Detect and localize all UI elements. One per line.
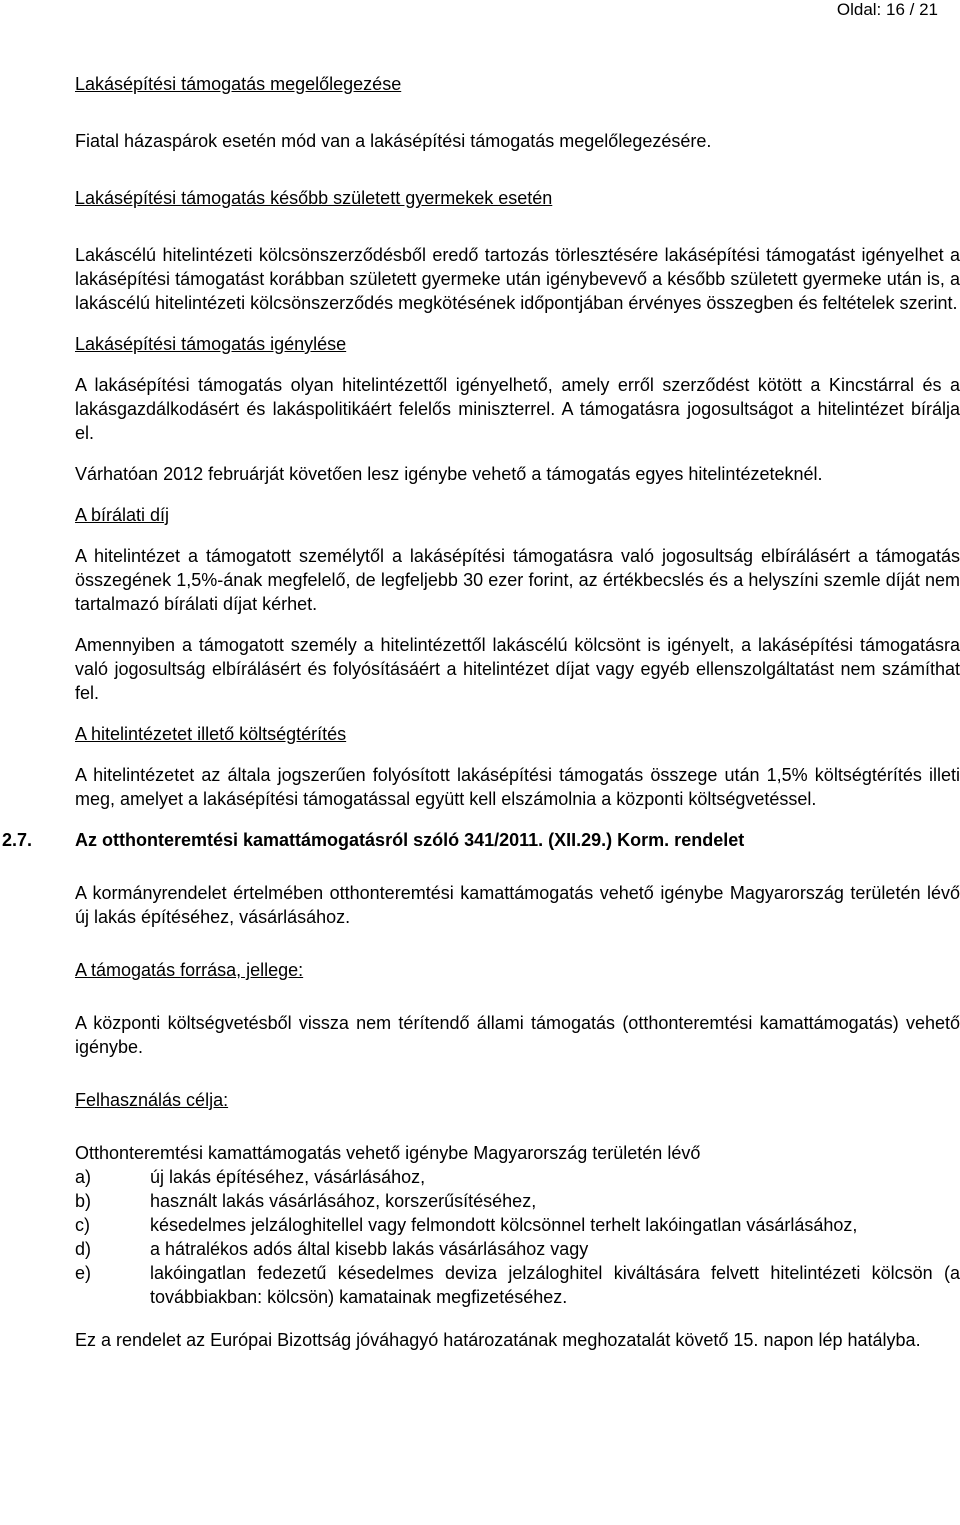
list-letter: a) bbox=[75, 1167, 92, 1187]
page-number: Oldal: 16 / 21 bbox=[836, 0, 938, 19]
section-heading: A hitelintézetet illető költségtérítés bbox=[75, 724, 347, 744]
paragraph: A kormányrendelet értelmében otthonteremtési kamattámogatás vehető igénybe Magyarország területén lévő új lakás építéséhez, vásárlásához. bbox=[75, 883, 960, 927]
chapter-title: Az otthonteremtési kamattámogatásról szóló 341/2011. (XII.29.) Korm. rendelet bbox=[75, 830, 745, 850]
subheading: A támogatás forrása, jellege: bbox=[75, 960, 304, 980]
paragraph: A lakásépítési támogatás olyan hitelintézettől igényelhető, amely erről szerződést kötött a Kincstárral és a lakásgazdálkodásért és lakáspolitikáért felelős miniszterrel. A támogatásra jogosultságot a hitelintézet bírálja el. bbox=[75, 375, 960, 443]
section-heading: A bírálati díj bbox=[75, 505, 170, 525]
list-item bbox=[75, 1261, 960, 1309]
section-heading: Lakásépítési támogatás később született gyermekek esetén bbox=[75, 188, 553, 208]
list-text: új lakás építéséhez, vásárlásához, bbox=[150, 1167, 426, 1187]
paragraph: Fiatal házaspárok esetén mód van a lakásépítési támogatás megelőlegezésére. bbox=[75, 131, 712, 151]
paragraph: Várhatóan 2012 februárját követően lesz igénybe vehető a támogatás egyes hitelintézeteknél. bbox=[75, 464, 823, 484]
paragraph: Lakáscélú hitelintézeti kölcsönszerződésből eredő tartozás törlesztésére lakásépítési támogatást igényelhet a lakásépítési támogatást korábban született gyermeke után igénybevevő a később született gyermeke után is, a lakáscélú hitelintézeti kölcsönszerződés megkötésének időpontjában érvényes összegben és feltételek szerint. bbox=[75, 245, 960, 313]
paragraph: Amennyiben a támogatott személy a hitelintézettől lakáscélú kölcsönt is igényelt, a lakásépítési támogatásra való jogosultság elbírálásért és folyósításáért a hitelintézet díjat vagy egyéb ellenszolgáltatást nem számíthat fel. bbox=[75, 635, 960, 703]
subheading: Felhasználás célja: bbox=[75, 1090, 229, 1110]
paragraph: A hitelintézetet az általa jogszerűen folyósított lakásépítési támogatás összege után 1,5% költségtérítés illeti meg, amelyet a lakásépítési támogatással együtt kell elszámolnia a központi költségvetéssel. bbox=[75, 765, 960, 809]
list-item bbox=[75, 1189, 960, 1213]
list-letter: b) bbox=[75, 1191, 92, 1211]
list-item bbox=[75, 1165, 960, 1189]
list-text: késedelmes jelzáloghitellel vagy felmondott kölcsönnel terhelt lakóingatlan vásárlásához, bbox=[150, 1215, 858, 1235]
paragraph: A hitelintézet a támogatott személytől a lakásépítési támogatásra való jogosultság elbírálásért a támogatás összegének 1,5%-ának megfelelő, de legfeljebb 30 ezer forint, az értékbecslés és a helyszíni szemle díját nem tartalmazó bírálati díjat kérhet. bbox=[75, 546, 960, 614]
chapter-number: 2.7. bbox=[2, 830, 33, 850]
section-heading: Lakásépítési támogatás igénylése bbox=[75, 334, 347, 354]
paragraph: A központi költségvetésből vissza nem térítendő állami támogatás (otthonteremtési kamattámogatás) vehető igénybe. bbox=[75, 1013, 960, 1057]
section-heading: Lakásépítési támogatás megelőlegezése bbox=[75, 74, 402, 94]
list-text: használt lakás vásárlásához, korszerűsítéséhez, bbox=[150, 1191, 537, 1211]
list-letter: e) bbox=[75, 1263, 92, 1283]
purpose-list bbox=[75, 1165, 960, 1309]
list-letter: c) bbox=[75, 1215, 90, 1235]
chapter-heading bbox=[2, 828, 960, 852]
list-text: lakóingatlan fedezetű késedelmes deviza jelzáloghitel kiváltására felvett hitelintézeti kölcsön (a továbbiakban: kölcsön) kamatainak megfizetéséhez. bbox=[150, 1263, 960, 1307]
list-letter: d) bbox=[75, 1239, 92, 1259]
list-item bbox=[75, 1237, 960, 1261]
list-text: a hátralékos adós által kisebb lakás vásárlásához vagy bbox=[150, 1239, 589, 1259]
paragraph: Ez a rendelet az Európai Bizottság jóváhagyó határozatának meghozatalát követő 15. napon lép hatályba. bbox=[75, 1330, 921, 1350]
document-body bbox=[2, 72, 960, 1352]
paragraph: Otthonteremtési kamattámogatás vehető igénybe Magyarország területén lévő bbox=[75, 1143, 701, 1163]
list-item bbox=[75, 1213, 960, 1237]
